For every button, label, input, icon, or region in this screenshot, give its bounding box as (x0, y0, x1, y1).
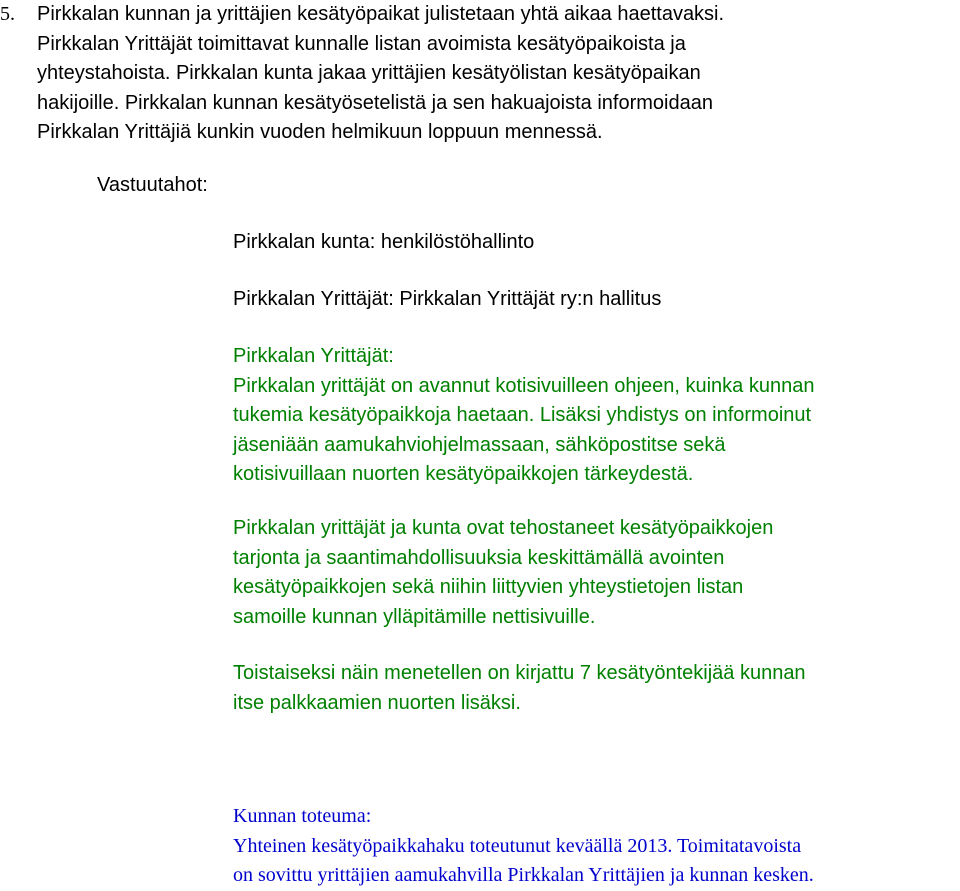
status-line: Pirkkalan yrittäjät on avannut kotisivuilleen ohjeen, kuinka kunnan (233, 374, 815, 397)
hiring-result-paragraph (233, 659, 806, 718)
finding-line: Yhteinen kesätyöpaikkahaku toteutunut keväällä 2013. Toimitatavoista (233, 834, 802, 857)
finding-line: on sovittu yrittäjien aamukahvilla Pirkkalan Yrittäjien ja kunnan kesken. (233, 864, 814, 886)
status-heading: Pirkkalan Yrittäjät: (233, 345, 394, 367)
joint-effort-line: samoille kunnan ylläpitämille nettisivuille. (233, 605, 596, 628)
finding-heading: Kunnan toteuma: (233, 805, 372, 827)
paragraph-line: yhteystahoista. Pirkkalan kunta jakaa yrittäjien kesätyölistan kesätyöpaikan (37, 62, 701, 84)
responsible-municipality: Pirkkalan kunta: henkilöstöhallinto (233, 231, 535, 253)
status-line: jäseniään aamukahviohjelmassaan, sähköpostitse sekä (233, 433, 726, 456)
responsibles-heading: Vastuutahot: (97, 174, 208, 196)
joint-effort-paragraph (233, 514, 773, 632)
status-entrepreneurs (233, 342, 814, 490)
hiring-result-line: Toistaiseksi näin menetellen on kirjattu 7 kesätyöntekijää kunnan (233, 662, 806, 684)
list-item-number: 5. (0, 3, 15, 25)
joint-effort-line: kesätyöpaikkojen sekä niihin liittyvien yhteystietojen listan (233, 576, 744, 598)
hiring-result-line: itse palkkaamien nuorten lisäksi. (233, 691, 521, 714)
paragraph-line: Pirkkalan Yrittäjät toimittavat kunnalle listan avoimista kesätyöpaikoista ja (37, 32, 686, 55)
status-line: kotisivuillaan nuorten kesätyöpaikkojen tärkeydestä. (233, 463, 694, 485)
responsible-entrepreneurs: Pirkkalan Yrittäjät: Pirkkalan Yrittäjät ry:n hallitus (233, 288, 662, 310)
paragraph-line: Pirkkalan Yrittäjiä kunkin vuoden helmikuun loppuun mennessä. (37, 121, 603, 143)
status-line: tukemia kesätyöpaikkoja haetaan. Lisäksi yhdistys on informoinut (233, 404, 812, 426)
paragraph-line: Pirkkalan kunnan ja yrittäjien kesätyöpaikat julistetaan yhtä aikaa haettavaksi. (37, 3, 725, 25)
joint-effort-line: tarjonta ja saantimahdollisuuksia keskittämällä avointen (233, 546, 725, 569)
municipality-finding (233, 802, 814, 891)
joint-effort-line: Pirkkalan yrittäjät ja kunta ovat tehostaneet kesätyöpaikkojen (233, 517, 774, 539)
list-item-paragraph (37, 0, 957, 148)
paragraph-line: hakijoille. Pirkkalan kunnan kesätyösetelistä ja sen hakuajoista informoidaan (37, 91, 713, 114)
